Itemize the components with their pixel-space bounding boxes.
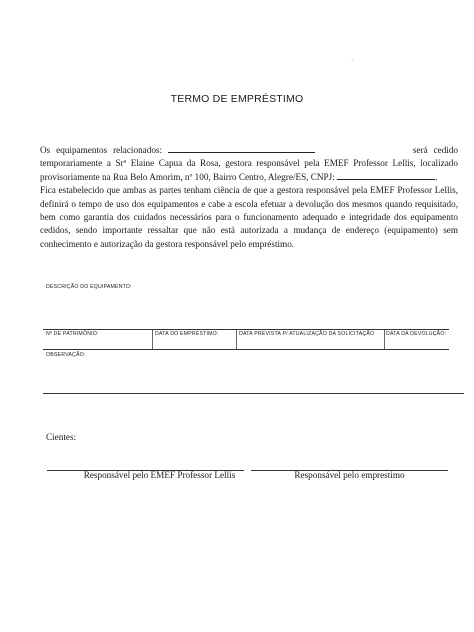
cnpj-blank[interactable] [337,171,438,182]
loan-date-header: DATA DO EMPRÉSTIMO: [155,331,219,337]
expected-update-date-header: DATA PREVISTA P/ ATUALIZAÇÃO DA SOLICITAÇÃO [239,331,375,337]
paragraph-1-start: Os equipamentos relacionados: [40,145,163,155]
observation-line[interactable] [43,393,464,394]
paragraph-1-body: será cedido temporariamente a Srª Elaine Capua da Rosa, gestora responsável pela EMEF Professor Lellis, localizado provisoriamente na Rua Belo Amorim, nº 100, Bairro Centro, Alegre/ES, CNPJ: [40,145,459,182]
cientes-label: Cientes: [46,432,77,442]
table-divider-1 [152,330,153,349]
equipment-description-label: DESCRIÇÃO DO EQUIPAMENTO: [46,284,132,290]
paragraph-equipment [40,144,458,184]
observation-label: OBSERVAÇÃO: [46,352,86,358]
signature-label-right: Responsável pelo emprestimo [294,470,405,480]
equipment-blank[interactable] [168,144,315,153]
top-mark: · [351,57,354,64]
table-top-border [43,329,449,330]
return-date-header: DATA DA DEVOLUÇÃO: [386,331,447,337]
table-row-border [43,349,449,350]
table-divider-2 [236,330,237,349]
paragraph-terms: Fica estabelecido que ambas as partes tenham ciência de que a gestora responsável pela EMEF Professor Lellis, definirá o tempo de uso dos equipamentos e cabe a escola efetuar a devolução dos mesmos quando requisitado, bem como garantia dos cuidados necessários para o funcionamento adequado e integridade dos equipamento cedidos, sendo importante ressaltar que não está autorizada a mudança de endereço (equipamento) sem conhecimento e autorização da gestora responsável pelo empréstimo. [40,185,458,249]
table-divider-3 [384,330,385,349]
patrimony-number-header: Nº DE PATRIMÔNIO: [46,331,99,337]
document-title: TERMO DE EMPRÉSTIMO [170,93,304,105]
paragraph-1-end: . [435,171,438,182]
signature-label-left: Responsável pelo EMEF Professor Lellis [83,470,236,480]
document-body [40,144,458,251]
